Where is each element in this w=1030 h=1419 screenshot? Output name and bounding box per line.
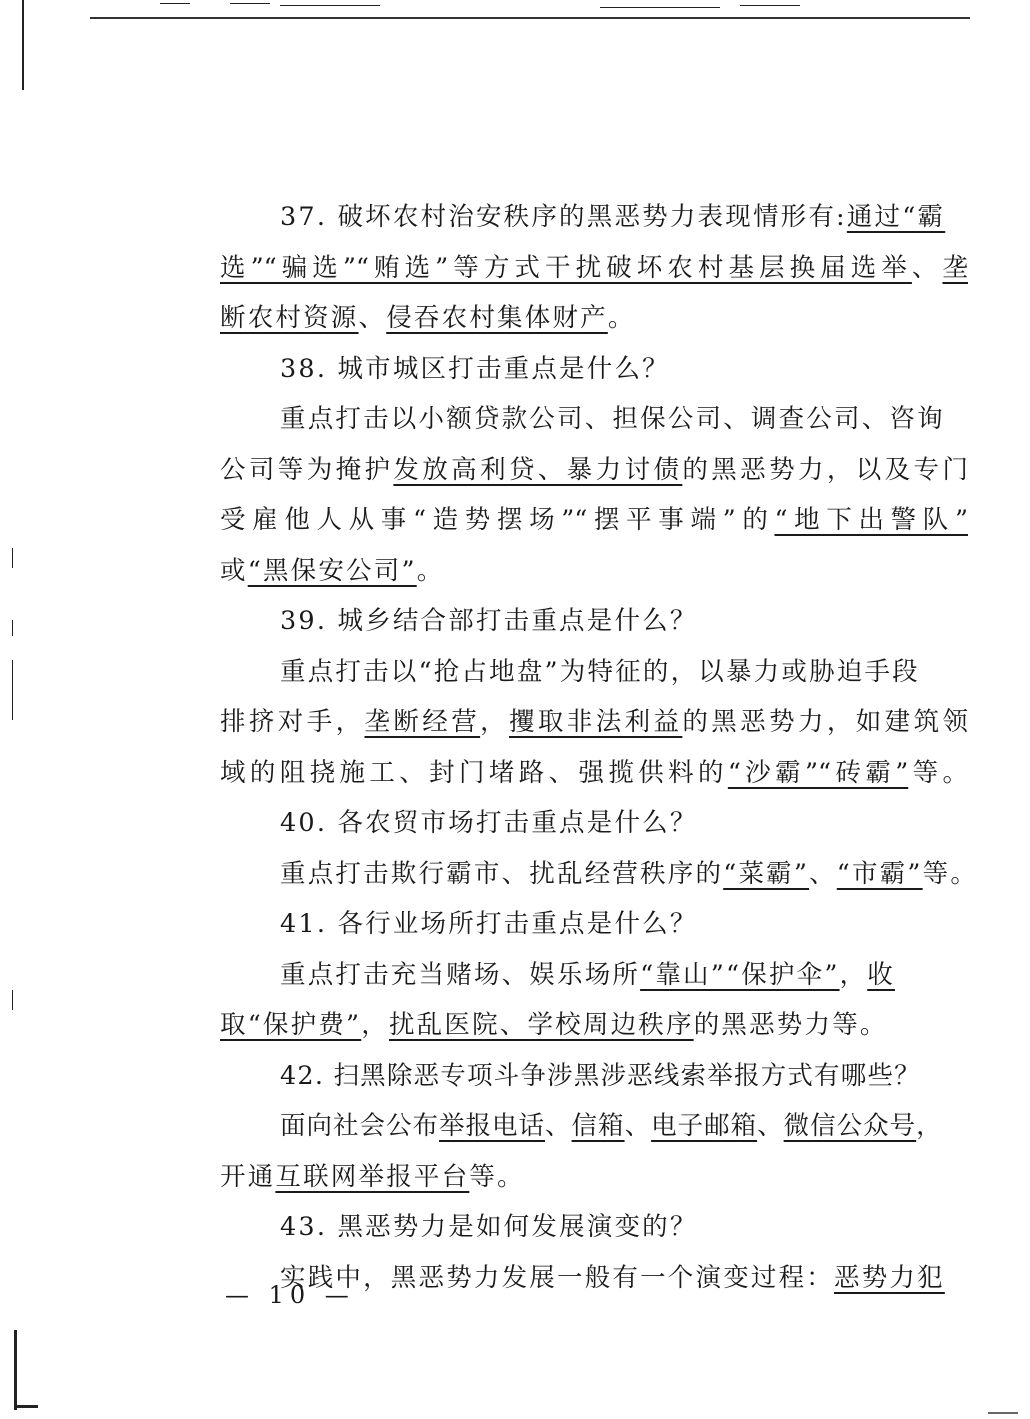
- key-phrase: “菜霸”: [723, 858, 810, 889]
- answer-text: 等。: [908, 757, 968, 788]
- answer-text: 排挤对手，: [220, 707, 365, 737]
- answer-text: 、: [545, 1111, 572, 1141]
- answer-text: 开通: [220, 1161, 276, 1192]
- key-phrase: 选”“骗选”“贿选”等方式干扰破坏农村基层换届选举: [220, 252, 912, 283]
- question-43: 43. 黑恶势力是如何发展演变的？: [280, 1212, 698, 1242]
- document-body: [220, 192, 979, 1303]
- scan-edge-left-bottom: [14, 1330, 17, 1410]
- answer-42-line-1: [220, 1101, 968, 1152]
- question-41: 41. 各行业场所打击重点是什么？: [280, 909, 698, 939]
- key-phrase: 扰乱医院、学校周边秩序: [388, 1010, 694, 1040]
- answer-39-line-3: [220, 748, 968, 799]
- answer-text: 实践中，黑恶势力发展一般有一个演变过程：: [280, 1262, 835, 1293]
- answer-text: 或: [220, 555, 248, 586]
- key-phrase: 收: [867, 959, 895, 990]
- key-phrase: 断农村资源: [220, 303, 359, 333]
- answer-38-line-4: [220, 546, 968, 597]
- key-phrase: “地下出警队”: [774, 505, 968, 535]
- question-38: 38. 城市城区打击重点是什么？: [280, 353, 670, 384]
- answer-37-line-2: [220, 293, 968, 344]
- question-37: [220, 192, 968, 243]
- answer-text: 。: [416, 555, 445, 586]
- answer-text: 等。: [469, 1161, 525, 1192]
- key-phrase: 恶势力犯: [834, 1262, 945, 1293]
- answer-text: 。: [607, 303, 636, 333]
- scan-margin-tick-3: [12, 660, 13, 720]
- scan-header-dash-3: [280, 5, 380, 6]
- scan-edge-left-top: [22, 0, 24, 90]
- answer-text: ，: [480, 707, 509, 737]
- key-phrase: 垄断经营: [364, 707, 481, 737]
- answer-text: 、: [809, 858, 837, 889]
- answer-41-line-1: [220, 950, 968, 1001]
- answer-text: 、: [911, 252, 943, 283]
- scan-bottom-right-dash: [988, 1412, 1018, 1414]
- answer-38-line-1: 重点打击以小额贷款公司、担保公司、调查公司、咨询: [280, 404, 945, 434]
- scan-header-dash-1: [160, 3, 190, 4]
- answer-text: ，: [361, 1010, 389, 1040]
- answer-41-line-2: [220, 1000, 968, 1051]
- answer-text: 的黑恶势力等。: [693, 1010, 888, 1040]
- key-phrase: “黑保安公司”: [247, 555, 417, 586]
- scan-header-dash-5: [740, 5, 800, 6]
- question-40: 40. 各农贸市场打击重点是什么？: [280, 808, 698, 838]
- answer-37-line-1: [220, 243, 968, 294]
- key-phrase: 微信公众号: [783, 1111, 917, 1141]
- scan-header-dash-2: [230, 3, 270, 4]
- scan-margin-tick-4: [12, 990, 13, 1010]
- answer-text: 面向社会公布: [280, 1111, 440, 1141]
- answer-text: 的黑恶势力，以及专门: [682, 454, 968, 485]
- answer-text: ，: [839, 959, 868, 990]
- page-number: — 10 —: [225, 1281, 355, 1309]
- key-phrase: “市霸”: [836, 858, 923, 889]
- scan-margin-tick-1: [12, 548, 13, 568]
- question-39: 39. 城乡结合部打击重点是什么？: [280, 606, 698, 636]
- question-text: 37. 破坏农村治安秩序的黑恶势力表现情形有:: [280, 202, 847, 232]
- question-42: 42. 扫黑除恶专项斗争涉黑涉恶线索举报方式有哪些？: [280, 1060, 921, 1091]
- answer-text: ，: [916, 1111, 943, 1141]
- answer-38-line-3: [220, 495, 968, 546]
- answer-text: 、: [358, 303, 387, 333]
- key-phrase: 举报电话: [439, 1111, 546, 1141]
- answer-40-line-1: [220, 849, 979, 900]
- answer-text: 、: [757, 1111, 784, 1141]
- scan-margin-tick-2: [12, 620, 13, 636]
- key-phrase: 信箱: [571, 1111, 625, 1141]
- key-phrase: 取“保护费”: [220, 1010, 362, 1040]
- key-phrase: 互联网举报平台: [275, 1161, 470, 1192]
- answer-38-line-2: [220, 445, 968, 496]
- answer-text: 受雇他人从事“造势摆场”“摆平事端”的: [220, 505, 775, 535]
- answer-39-line-1: 重点打击以“抢占地盘”为特征的，以暴力或胁迫手段: [280, 656, 920, 687]
- key-phrase: 电子邮箱: [651, 1111, 758, 1141]
- scan-header-dash-4: [600, 7, 720, 8]
- answer-42-line-2: [220, 1152, 968, 1203]
- answer-text: 、: [624, 1111, 652, 1141]
- answer-text: 重点打击充当赌场、娱乐场所: [280, 959, 641, 990]
- key-phrase: 攫取非法利益: [509, 707, 683, 737]
- key-phrase: “靠山”“保护伞”: [640, 959, 840, 990]
- answer-text: 重点打击欺行霸市、扰乱经营秩序的: [280, 858, 724, 889]
- scan-corner-foot: [14, 1405, 38, 1408]
- key-phrase: “沙霸”“砖霸”: [727, 757, 909, 788]
- key-phrase: 发放高利贷、暴力讨债: [393, 454, 683, 485]
- key-phrase: 垄: [942, 252, 968, 283]
- answer-text: 域的阻挠施工、封门堵路、强揽供料的: [220, 757, 728, 788]
- key-phrase: 侵吞农村集体财产: [386, 303, 608, 333]
- answer-text: 公司等为掩护: [220, 454, 394, 485]
- answer-text: 的黑恶势力，如建筑领: [682, 707, 968, 737]
- answer-39-line-2: [220, 697, 968, 748]
- key-phrase: 通过“霸: [846, 202, 946, 232]
- scan-header-rule: [90, 17, 970, 19]
- answer-text: 等。: [922, 858, 979, 889]
